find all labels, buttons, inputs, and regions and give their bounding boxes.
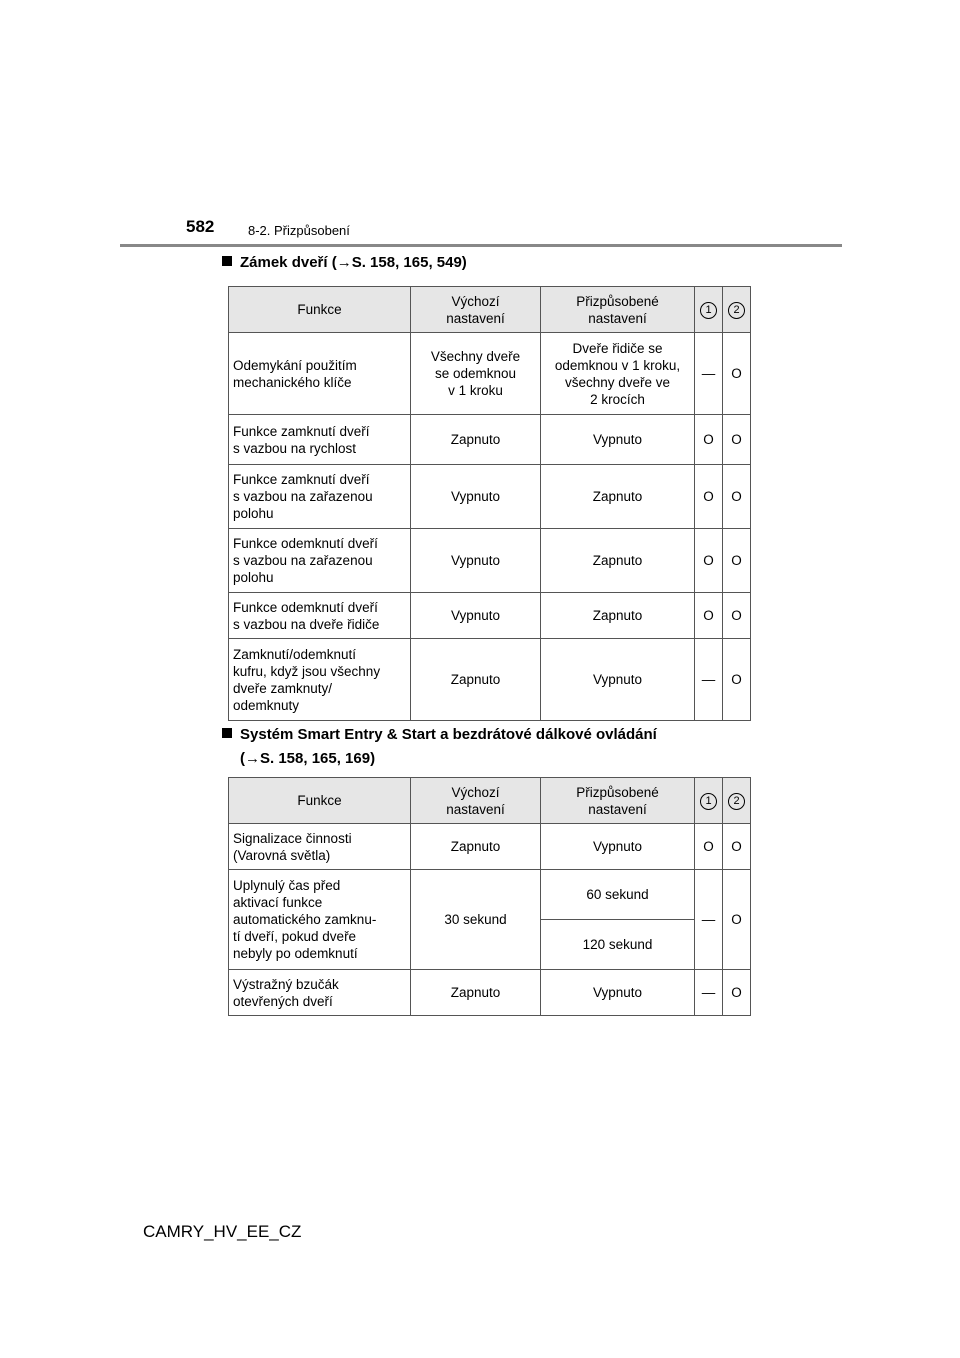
page-number: 582 [186,217,215,236]
row-col2: O [723,870,751,970]
table-header-row [229,778,751,824]
row-function: Funkce odemknutí dveří s vazbou na zařazenou polohu [229,529,411,593]
row-col1: — [695,639,723,721]
footer-doc-code: CAMRY_HV_EE_CZ [143,1222,302,1241]
row-custom-option-1: 60 sekund [541,870,695,920]
row-default: 30 sekund [411,870,541,970]
row-custom: Dveře řidiče se odemknou v 1 kroku, všechny dveře ve 2 krocích [541,333,695,415]
row-col1: O [695,415,723,465]
table-row [229,870,751,920]
row-default: Všechny dveře se odemknou v 1 kroku [411,333,541,415]
row-custom: Vypnuto [541,970,695,1016]
circled-1-icon: 1 [700,302,717,319]
table-row [229,593,751,639]
row-function: Odemykání použitím mechanického klíče [229,333,411,415]
table-row [229,465,751,529]
row-custom: Vypnuto [541,824,695,870]
row-col2: O [723,333,751,415]
table-row [229,970,751,1016]
row-col2: O [723,415,751,465]
row-col2: O [723,824,751,870]
row-col2: O [723,465,751,529]
table-row [229,333,751,415]
row-function: Funkce zamknutí dveří s vazbou na rychlost [229,415,411,465]
row-col2: O [723,529,751,593]
header-col1 [695,287,723,333]
row-function: Zamknutí/odemknutí kufru, když jsou všechny dveře zamknuty/ odemknuty [229,639,411,721]
row-function: Signalizace činnosti (Varovná světla) [229,824,411,870]
header-rule [120,244,842,247]
row-col1: O [695,593,723,639]
row-default: Zapnuto [411,415,541,465]
row-custom: Zapnuto [541,465,695,529]
row-default: Zapnuto [411,639,541,721]
row-col2: O [723,639,751,721]
table-row [229,639,751,721]
row-custom-option-2: 120 sekund [541,920,695,970]
section-heading-text-cont: (→S. 158, 165, 169) [240,750,376,767]
square-bullet-icon [222,256,232,266]
row-col1: — [695,333,723,415]
row-function: Funkce zamknutí dveří s vazbou na zařazenou polohu [229,465,411,529]
row-custom: Vypnuto [541,415,695,465]
circled-1-icon: 1 [700,793,717,810]
row-function: Uplynulý čas před aktivací funkce automatického zamknu- tí dveří, pokud dveře nebyly po odemknutí [229,870,411,970]
row-default: Vypnuto [411,465,541,529]
row-custom: Zapnuto [541,593,695,639]
row-col1: — [695,970,723,1016]
row-default: Vypnuto [411,529,541,593]
square-bullet-icon [222,728,232,738]
section-title: 8-2. Přizpůsobení [248,223,350,238]
row-default: Zapnuto [411,824,541,870]
row-col1: — [695,870,723,970]
section-heading-text: Zámek dveří (→S. 158, 165, 549) [240,254,467,271]
header-function: Funkce [229,287,411,333]
section-heading-door-lock [222,251,467,275]
row-col1: O [695,529,723,593]
row-default: Vypnuto [411,593,541,639]
row-default: Zapnuto [411,970,541,1016]
header-default: Výchozí nastavení [411,287,541,333]
row-custom: Zapnuto [541,529,695,593]
door-lock-table [228,286,751,721]
table-header-row [229,287,751,333]
row-col1: O [695,824,723,870]
header-function: Funkce [229,778,411,824]
row-col2: O [723,593,751,639]
header-custom: Přizpůsobené nastavení [541,287,695,333]
smart-entry-table [228,777,751,1016]
circled-2-icon: 2 [728,793,745,810]
row-custom: Vypnuto [541,639,695,721]
row-col1: O [695,465,723,529]
table-row [229,824,751,870]
row-col2: O [723,970,751,1016]
header-col1 [695,778,723,824]
row-function: Funkce odemknutí dveří s vazbou na dveře řidiče [229,593,411,639]
circled-2-icon: 2 [728,302,745,319]
section-heading-text: Systém Smart Entry & Start a bezdrátové dálkové ovládání [240,726,657,743]
row-function: Výstražný bzučák otevřených dveří [229,970,411,1016]
header-default: Výchozí nastavení [411,778,541,824]
table-row [229,529,751,593]
table-row [229,415,751,465]
header-col2 [723,287,751,333]
section-heading-smart-entry [222,723,657,771]
header-custom: Přizpůsobené nastavení [541,778,695,824]
header-col2 [723,778,751,824]
